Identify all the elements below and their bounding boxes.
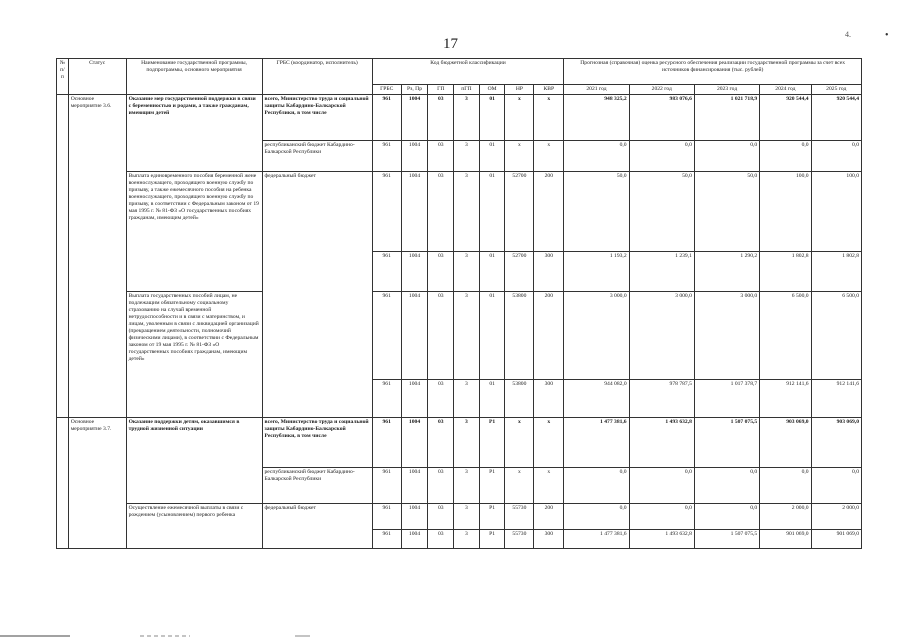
resource-table bbox=[56, 58, 862, 549]
code-cell: 1004 bbox=[401, 530, 428, 549]
value-cell: 50,0 bbox=[629, 172, 694, 252]
table-row bbox=[57, 418, 862, 468]
code-cell: 200 bbox=[534, 172, 564, 252]
code-cell: 53800 bbox=[505, 380, 534, 418]
value-cell: 0,0 bbox=[760, 141, 811, 172]
header-forecast: Прогнозная (справочная) оценка ресурсного обеспечения реализации государственной программы за счет всех источников финансирования (тыс. рублей) bbox=[564, 59, 862, 85]
value-cell: 0,0 bbox=[694, 468, 759, 504]
table-row bbox=[57, 172, 862, 252]
value-cell: 2 000,0 bbox=[760, 504, 811, 530]
code-cell: х bbox=[505, 141, 534, 172]
value-cell: 0,0 bbox=[629, 468, 694, 504]
code-cell: 52700 bbox=[505, 172, 534, 252]
code-cell: 961 bbox=[372, 95, 401, 141]
code-cell: х bbox=[505, 95, 534, 141]
code-cell: 03 bbox=[428, 468, 454, 504]
code-cell: 961 bbox=[372, 252, 401, 292]
value-cell: 50,0 bbox=[694, 172, 759, 252]
code-cell: 961 bbox=[372, 172, 401, 252]
value-cell: 100,0 bbox=[760, 172, 811, 252]
value-cell: 1 290,2 bbox=[694, 252, 759, 292]
value-cell: 901 069,0 bbox=[811, 530, 861, 549]
code-cell: 961 bbox=[372, 468, 401, 504]
value-cell: 1 021 718,9 bbox=[694, 95, 759, 141]
code-cell: х bbox=[534, 95, 564, 141]
code-cell: 961 bbox=[372, 292, 401, 380]
value-cell: 1 017 378,7 bbox=[694, 380, 759, 418]
value-cell: 1 493 632,8 bbox=[629, 418, 694, 468]
value-cell: 920 544,4 bbox=[811, 95, 861, 141]
value-cell: 978 787,5 bbox=[629, 380, 694, 418]
executor-fed: федеральный бюджет bbox=[262, 172, 372, 418]
status-cell: Основное мероприятие 3.6. bbox=[68, 95, 126, 418]
subheader-cell: 2022 год bbox=[629, 85, 694, 95]
code-cell: 961 bbox=[372, 530, 401, 549]
executor-total: всего, Министерство труда и социальной защиты Кабардино-Балкарской Республики, в том числе bbox=[262, 95, 372, 141]
code-cell: 300 bbox=[534, 380, 564, 418]
value-cell: 3 000,0 bbox=[564, 292, 629, 380]
code-cell: 03 bbox=[428, 172, 454, 252]
value-cell: 920 544,4 bbox=[760, 95, 811, 141]
code-cell: х bbox=[534, 418, 564, 468]
header-num: № п/п bbox=[57, 59, 69, 95]
code-cell: 1004 bbox=[401, 418, 428, 468]
code-cell: 961 bbox=[372, 380, 401, 418]
table-row bbox=[57, 504, 862, 530]
code-cell: 1004 bbox=[401, 141, 428, 172]
code-cell: 3 bbox=[454, 468, 480, 504]
code-cell: 03 bbox=[428, 141, 454, 172]
code-cell: 3 bbox=[454, 418, 480, 468]
header-grbs-coordinator: ГРБС (координатор, исполнитель) bbox=[262, 59, 372, 95]
value-cell: 0,0 bbox=[694, 504, 759, 530]
code-cell: 03 bbox=[428, 95, 454, 141]
value-cell: 1 477 381,6 bbox=[564, 530, 629, 549]
code-cell: 03 bbox=[428, 252, 454, 292]
code-cell: 3 bbox=[454, 530, 480, 549]
subheader-cell: ГП bbox=[428, 85, 454, 95]
subheader-cell: 2023 год bbox=[694, 85, 759, 95]
code-cell: 961 bbox=[372, 504, 401, 530]
subheader-cell: КВР bbox=[534, 85, 564, 95]
value-cell: 944 082,0 bbox=[564, 380, 629, 418]
code-cell: х bbox=[534, 141, 564, 172]
code-cell: P1 bbox=[479, 530, 505, 549]
page-number: 17 bbox=[443, 36, 458, 52]
code-cell: 3 bbox=[454, 292, 480, 380]
value-cell: 6 500,0 bbox=[760, 292, 811, 380]
value-cell: 3 000,0 bbox=[629, 292, 694, 380]
code-cell: P1 bbox=[479, 418, 505, 468]
value-cell: 903 069,0 bbox=[760, 418, 811, 468]
code-cell: 961 bbox=[372, 141, 401, 172]
code-cell: 03 bbox=[428, 292, 454, 380]
value-cell: 0,0 bbox=[564, 504, 629, 530]
executor-rep: республиканский бюджет Кабардино-Балкарской Республики bbox=[262, 141, 372, 172]
subheader-cell: 2021 год bbox=[564, 85, 629, 95]
code-cell: 1004 bbox=[401, 380, 428, 418]
sub-measure-name: Выплата единовременного пособия беременной жене военнослужащего, проходящего военную службу по призыву, а также ежемесячного пособия на ребенка военнослужащего, проходящего военную службу по призыву, в соответствии с Федеральным законом от 19 мая 1995 г. № 81-ФЗ «О государственных пособиях гражданам, имеющим детей» bbox=[126, 172, 262, 292]
header-name: Наименование государственной программы, подпрограммы, основного мероприятия bbox=[126, 59, 262, 95]
value-cell: 0,0 bbox=[694, 141, 759, 172]
code-cell: 300 bbox=[534, 530, 564, 549]
header-row bbox=[57, 59, 862, 85]
header-status: Статус bbox=[68, 59, 126, 95]
value-cell: 2 000,0 bbox=[811, 504, 861, 530]
code-cell: P1 bbox=[479, 504, 505, 530]
code-cell: 200 bbox=[534, 292, 564, 380]
code-cell: 52700 bbox=[505, 252, 534, 292]
subheader-cell: пГП bbox=[454, 85, 480, 95]
code-cell: 53800 bbox=[505, 292, 534, 380]
value-cell: 50,0 bbox=[564, 172, 629, 252]
table-row bbox=[57, 292, 862, 380]
corner-mark: 4. bbox=[845, 30, 851, 39]
value-cell: 1 507 075,5 bbox=[694, 418, 759, 468]
subheader-cell: НР bbox=[505, 85, 534, 95]
measure-name: Оказание мер государственной поддержки в связи с беременностью и родами, а также гражданам, имеющим детей bbox=[126, 95, 262, 172]
table-row bbox=[57, 95, 862, 141]
executor-total: всего, Министерство труда и социальной защиты Кабардино-Балкарской Республики, в том числе bbox=[262, 418, 372, 468]
header-budget-code: Код бюджетной классификации bbox=[372, 59, 564, 85]
value-cell: 903 069,0 bbox=[811, 418, 861, 468]
value-cell: 0,0 bbox=[564, 141, 629, 172]
value-cell: 912 141,6 bbox=[760, 380, 811, 418]
code-cell: х bbox=[505, 418, 534, 468]
num-cell bbox=[57, 418, 69, 549]
value-cell: 1 477 381,6 bbox=[564, 418, 629, 468]
scan-artifact-lines bbox=[0, 633, 905, 640]
code-cell: х bbox=[505, 468, 534, 504]
code-cell: 3 bbox=[454, 172, 480, 252]
code-cell: 55730 bbox=[505, 504, 534, 530]
code-cell: 01 bbox=[479, 172, 505, 252]
code-cell: 3 bbox=[454, 141, 480, 172]
value-cell: 1 239,1 bbox=[629, 252, 694, 292]
value-cell: 0,0 bbox=[811, 468, 861, 504]
value-cell: 0,0 bbox=[564, 468, 629, 504]
code-cell: 01 bbox=[479, 95, 505, 141]
code-cell: 1004 bbox=[401, 95, 428, 141]
sub-measure-name: Осуществление ежемесячной выплаты в связи с рождением (усыновлением) первого ребенка bbox=[126, 504, 262, 549]
corner-dot: • bbox=[885, 30, 889, 41]
code-cell: 1004 bbox=[401, 468, 428, 504]
value-cell: 1 802,8 bbox=[811, 252, 861, 292]
subheader-cell: 2025 год bbox=[811, 85, 861, 95]
code-cell: 3 bbox=[454, 380, 480, 418]
value-cell: 948 325,2 bbox=[564, 95, 629, 141]
subheader-cell: 2024 год bbox=[760, 85, 811, 95]
value-cell: 901 069,0 bbox=[760, 530, 811, 549]
sub-measure-name: Выплата государственных пособий лицам, не подлежащим обязательному социальному страхованию на случай временной нетрудоспособности и в связи с материнством, и лицам, уволенным в связи с ликвидацией организаций (прекращением деятельности, полномочий физическими лицами), в соответствии с Федеральным законом от 19 мая 1995 г. № 81-ФЗ «О государственных пособиях гражданам, имеющим детей» bbox=[126, 292, 262, 418]
status-cell: Основное мероприятие 3.7. bbox=[68, 418, 126, 549]
code-cell: 03 bbox=[428, 530, 454, 549]
code-cell: 01 bbox=[479, 252, 505, 292]
executor-fed: федеральный бюджет bbox=[262, 504, 372, 549]
value-cell: 983 076,6 bbox=[629, 95, 694, 141]
value-cell: 6 500,0 bbox=[811, 292, 861, 380]
value-cell: 1 493 632,8 bbox=[629, 530, 694, 549]
code-cell: 01 bbox=[479, 380, 505, 418]
value-cell: 0,0 bbox=[811, 141, 861, 172]
value-cell: 0,0 bbox=[760, 468, 811, 504]
value-cell: 1 193,2 bbox=[564, 252, 629, 292]
value-cell: 1 802,8 bbox=[760, 252, 811, 292]
executor-rep: республиканский бюджет Кабардино-Балкарской Республики bbox=[262, 468, 372, 504]
num-cell bbox=[57, 95, 69, 418]
code-cell: 1004 bbox=[401, 504, 428, 530]
value-cell: 912 141,6 bbox=[811, 380, 861, 418]
code-cell: 55730 bbox=[505, 530, 534, 549]
value-cell: 0,0 bbox=[629, 141, 694, 172]
code-cell: 03 bbox=[428, 504, 454, 530]
code-cell: 3 bbox=[454, 504, 480, 530]
value-cell: 1 507 075,5 bbox=[694, 530, 759, 549]
code-cell: P1 bbox=[479, 468, 505, 504]
code-cell: 3 bbox=[454, 95, 480, 141]
code-cell: 1004 bbox=[401, 292, 428, 380]
measure-name: Оказание поддержки детям, оказавшимся в трудной жизненной ситуации bbox=[126, 418, 262, 504]
code-cell: 01 bbox=[479, 292, 505, 380]
code-cell: 300 bbox=[534, 252, 564, 292]
value-cell: 0,0 bbox=[629, 504, 694, 530]
code-cell: 961 bbox=[372, 418, 401, 468]
subheader-cell: ОМ bbox=[479, 85, 505, 95]
value-cell: 3 000,0 bbox=[694, 292, 759, 380]
code-cell: 1004 bbox=[401, 252, 428, 292]
code-cell: 200 bbox=[534, 504, 564, 530]
code-cell: 03 bbox=[428, 418, 454, 468]
value-cell: 100,0 bbox=[811, 172, 861, 252]
code-cell: 1004 bbox=[401, 172, 428, 252]
code-cell: 01 bbox=[479, 141, 505, 172]
code-cell: 3 bbox=[454, 252, 480, 292]
code-cell: х bbox=[534, 468, 564, 504]
subheader-cell: Рз, Пр bbox=[401, 85, 428, 95]
subheader-cell: ГРБС bbox=[372, 85, 401, 95]
code-cell: 03 bbox=[428, 380, 454, 418]
